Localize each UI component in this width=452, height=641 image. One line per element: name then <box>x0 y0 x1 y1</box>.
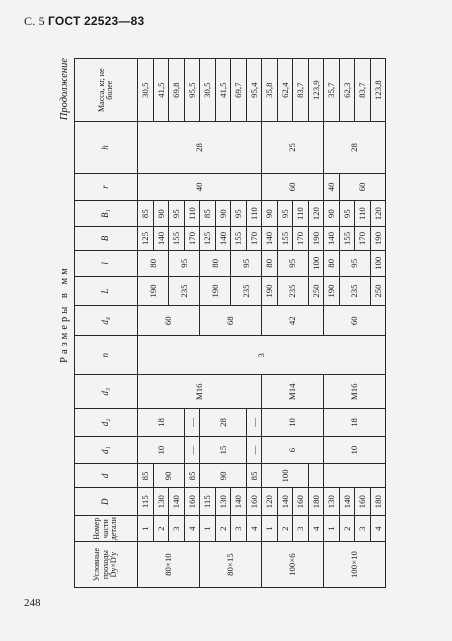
dimensions-table <box>74 58 386 588</box>
cell-d: 100 <box>262 464 309 488</box>
cell-B: 170 <box>184 227 200 251</box>
cell-mass: 69,8 <box>169 59 185 122</box>
col-d: d <box>75 464 138 488</box>
cell-l: 80 <box>138 250 169 276</box>
cell-l: 100 <box>308 250 324 276</box>
cell-d <box>324 464 386 488</box>
cell-B: 190 <box>308 227 324 251</box>
cell-h: 28 <box>138 122 262 173</box>
part-no: 2 <box>277 516 293 542</box>
cell-D: 130 <box>215 488 231 516</box>
group-label: 80×15 <box>200 542 262 588</box>
cell-d: 90 <box>153 464 184 488</box>
cell-d: 85 <box>246 464 262 488</box>
page-number: 248 <box>24 597 41 609</box>
cell-B1: 90 <box>215 201 231 227</box>
cell-B1: 90 <box>153 201 169 227</box>
cell-L: 235 <box>169 276 200 306</box>
col-L: L <box>75 276 138 306</box>
cell-d2: 10 <box>262 409 324 437</box>
cell-mass: 35,7 <box>324 59 340 122</box>
cell-l: 80 <box>324 250 340 276</box>
cell-mass: 83,7 <box>293 59 309 122</box>
cell-B: 155 <box>231 227 247 251</box>
rotated-table-area <box>58 58 425 588</box>
cell-r: 40 <box>138 173 262 201</box>
cell-d1: 15 <box>200 436 247 464</box>
page-header <box>24 14 144 29</box>
col-D: D <box>75 488 138 516</box>
cell-B1: 85 <box>200 201 216 227</box>
cell-d2: 28 <box>200 409 247 437</box>
continuation-label: Продолжение <box>59 58 70 121</box>
cell-D: 140 <box>169 488 185 516</box>
cell-L: 250 <box>308 276 324 306</box>
cell-B: 190 <box>370 227 386 251</box>
col-h: h <box>75 122 138 173</box>
col-d4: d₄ <box>75 306 138 336</box>
cell-mass: 95,4 <box>246 59 262 122</box>
cell-d2: 18 <box>324 409 386 437</box>
cell-L: 190 <box>262 276 278 306</box>
cell-B1: 120 <box>370 201 386 227</box>
cell-D: 140 <box>339 488 355 516</box>
table-row <box>324 59 340 588</box>
part-no: 2 <box>339 516 355 542</box>
part-no: 3 <box>293 516 309 542</box>
group-label: 100×10 <box>324 542 386 588</box>
part-no: 4 <box>184 516 200 542</box>
group-label: 80×10 <box>138 542 200 588</box>
cell-mass: 41,5 <box>215 59 231 122</box>
part-no: 4 <box>370 516 386 542</box>
cell-B1: 95 <box>277 201 293 227</box>
part-no: 1 <box>200 516 216 542</box>
cell-d: 90 <box>200 464 247 488</box>
cell-mass: 123,8 <box>370 59 386 122</box>
cell-D: 120 <box>262 488 278 516</box>
cell-B1: 85 <box>138 201 154 227</box>
cell-B: 125 <box>138 227 154 251</box>
cell-l: 95 <box>169 250 200 276</box>
cell-D: 130 <box>153 488 169 516</box>
cell-d1: 10 <box>138 436 185 464</box>
cell-d1: 6 <box>262 436 324 464</box>
cell-d1: 10 <box>324 436 386 464</box>
cell-d3: M14 <box>262 375 324 409</box>
cell-L: 235 <box>339 276 370 306</box>
cell-B1: 110 <box>293 201 309 227</box>
cell-r: 60 <box>262 173 324 201</box>
cell-d2: — <box>246 409 262 437</box>
cell-h: 28 <box>324 122 386 173</box>
col-B1: B₁ <box>75 201 138 227</box>
cell-D: 160 <box>293 488 309 516</box>
cell-h: 25 <box>262 122 324 173</box>
cell-mass: 83,7 <box>355 59 371 122</box>
cell-mass: 69,7 <box>231 59 247 122</box>
col-d3: d₃ <box>75 375 138 409</box>
cell-B1: 110 <box>355 201 371 227</box>
cell-D: 160 <box>184 488 200 516</box>
cell-L: 190 <box>324 276 340 306</box>
cell-B: 155 <box>339 227 355 251</box>
cell-L: 235 <box>231 276 262 306</box>
cell-D: 180 <box>370 488 386 516</box>
page-prefix: С. 5 <box>24 14 45 28</box>
cell-B: 140 <box>153 227 169 251</box>
cell-d <box>308 464 324 488</box>
cell-B1: 120 <box>308 201 324 227</box>
cell-l: 95 <box>277 250 308 276</box>
part-no: 3 <box>231 516 247 542</box>
cell-mass: 123,9 <box>308 59 324 122</box>
rotated-content <box>58 58 425 588</box>
standard-title: ГОСТ 22523—83 <box>48 14 145 28</box>
cell-l: 100 <box>370 250 386 276</box>
col-d1: d₁ <box>75 436 138 464</box>
cell-B1: 95 <box>231 201 247 227</box>
cell-L: 190 <box>200 276 231 306</box>
table-row <box>138 59 154 588</box>
cell-d2: — <box>184 409 200 437</box>
cell-mass: 95,5 <box>184 59 200 122</box>
cell-B1: 95 <box>339 201 355 227</box>
cell-D: 160 <box>355 488 371 516</box>
cell-l: 80 <box>262 250 278 276</box>
cell-d4: 42 <box>262 306 324 336</box>
col-mass: Масса, кг, не более <box>75 59 138 122</box>
col-r: r <box>75 173 138 201</box>
cell-B: 140 <box>215 227 231 251</box>
cell-D: 115 <box>200 488 216 516</box>
cell-B: 170 <box>355 227 371 251</box>
part-no: 1 <box>262 516 278 542</box>
cell-d1: — <box>184 436 200 464</box>
cell-mass: 62,3 <box>339 59 355 122</box>
cell-B: 170 <box>293 227 309 251</box>
cell-l: 95 <box>339 250 370 276</box>
cell-D: 130 <box>324 488 340 516</box>
cell-mass: 35,8 <box>262 59 278 122</box>
cell-n: 3 <box>138 336 386 375</box>
cell-D: 140 <box>277 488 293 516</box>
cell-d4: 68 <box>200 306 262 336</box>
cell-d: 85 <box>184 464 200 488</box>
group-label: 100×6 <box>262 542 324 588</box>
cell-r: 60 <box>339 173 386 201</box>
cell-D: 140 <box>231 488 247 516</box>
cell-d1: — <box>246 436 262 464</box>
cell-l: 80 <box>200 250 231 276</box>
part-no: 3 <box>355 516 371 542</box>
cell-B1: 95 <box>169 201 185 227</box>
table-header-row <box>75 59 138 588</box>
cell-mass: 30,5 <box>200 59 216 122</box>
cell-B: 170 <box>246 227 262 251</box>
cell-D: 180 <box>308 488 324 516</box>
cell-d3: M16 <box>324 375 386 409</box>
cell-d4: 60 <box>138 306 200 336</box>
cell-L: 250 <box>370 276 386 306</box>
cell-B: 140 <box>324 227 340 251</box>
part-no: 1 <box>324 516 340 542</box>
cell-d3: M16 <box>138 375 262 409</box>
cell-B1: 110 <box>184 201 200 227</box>
part-no: 4 <box>308 516 324 542</box>
cell-d4: 60 <box>324 306 386 336</box>
part-no: 2 <box>153 516 169 542</box>
cell-B: 140 <box>262 227 278 251</box>
part-no: 2 <box>215 516 231 542</box>
part-no: 1 <box>138 516 154 542</box>
cell-mass: 41,5 <box>153 59 169 122</box>
part-no: 4 <box>246 516 262 542</box>
col-B: B <box>75 227 138 251</box>
cell-B1: 90 <box>324 201 340 227</box>
cell-r: 40 <box>324 173 340 201</box>
cell-L: 190 <box>138 276 169 306</box>
table-row <box>262 59 278 588</box>
col-d2: d₂ <box>75 409 138 437</box>
part-no: 3 <box>169 516 185 542</box>
cell-l: 95 <box>231 250 262 276</box>
cell-D: 160 <box>246 488 262 516</box>
cell-B: 155 <box>169 227 185 251</box>
col-n: n <box>75 336 138 375</box>
cell-mass: 30,5 <box>138 59 154 122</box>
dimensions-caption: Размеры в мм <box>59 265 70 363</box>
cell-L: 235 <box>277 276 308 306</box>
cell-D: 115 <box>138 488 154 516</box>
cell-B: 155 <box>277 227 293 251</box>
col-part-no: Номер части детали <box>75 516 138 542</box>
cell-d2: 18 <box>138 409 185 437</box>
col-l: l <box>75 250 138 276</box>
col-condition: Условные проходы Dy×D'y <box>75 542 138 588</box>
cell-B1: 110 <box>246 201 262 227</box>
cell-B: 125 <box>200 227 216 251</box>
cell-B1: 90 <box>262 201 278 227</box>
cell-mass: 62,4 <box>277 59 293 122</box>
cell-d: 85 <box>138 464 154 488</box>
